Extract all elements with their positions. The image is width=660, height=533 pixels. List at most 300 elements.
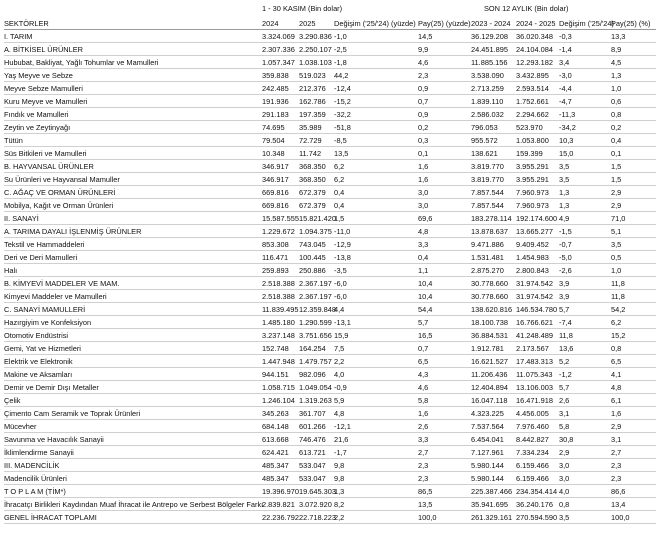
value-cell: 1.049.054 [299, 383, 332, 392]
value-cell: 5,7 [418, 318, 429, 327]
value-cell: -15,2 [334, 97, 351, 106]
value-cell: 519.023 [299, 71, 326, 80]
value-cell: -32,2 [334, 110, 351, 119]
value-cell: 11.075.343 [516, 370, 553, 379]
value-cell: 100.445 [299, 253, 326, 262]
value-cell: 3,0 [418, 201, 429, 210]
row-divider [4, 237, 656, 238]
value-cell: 0,9 [418, 110, 429, 119]
sector-name-cell: B. HAYVANSAL ÜRÜNLER [4, 162, 94, 171]
value-cell: 44,2 [334, 71, 349, 80]
sector-name-cell: Tütün [4, 136, 23, 145]
row-divider [4, 224, 656, 225]
value-cell: 2,3 [418, 474, 429, 483]
value-cell: 2,3 [611, 461, 622, 470]
value-cell: -51,8 [334, 123, 351, 132]
value-cell: 138.621 [471, 149, 498, 158]
value-cell: 3,0 [559, 474, 570, 483]
row-divider [4, 94, 656, 95]
value-cell: 0,8 [611, 110, 622, 119]
value-cell: 270.594.590 [516, 513, 558, 522]
sector-name-cell: Hububat, Bakliyat, Yağlı Tohumlar ve Mamulleri [4, 58, 159, 67]
twelve-month-group-title: SON 12 AYLIK (Bin dolar) [484, 4, 569, 13]
sector-name-cell: İklimlendirme Sanayii [4, 448, 74, 457]
value-cell: 164.254 [299, 344, 326, 353]
value-cell: 2.173.567 [516, 344, 549, 353]
value-cell: 2.800.843 [516, 266, 549, 275]
row-divider [4, 211, 656, 212]
sector-name-cell: Otomotiv Endüstrisi [4, 331, 69, 340]
value-cell: 746.476 [299, 435, 326, 444]
value-cell: -3,0 [559, 71, 572, 80]
value-cell: 10,3 [559, 136, 574, 145]
value-cell: 13,4 [611, 500, 626, 509]
value-cell: 234.354.414 [516, 487, 558, 496]
sector-name-cell: Mücevher [4, 422, 37, 431]
value-cell: 6.454.041 [471, 435, 504, 444]
value-cell: 2.367.197 [299, 292, 332, 301]
row-divider [4, 419, 656, 420]
row-divider [4, 289, 656, 290]
value-cell: 6,2 [611, 318, 622, 327]
value-cell: 36.240.176 [516, 500, 553, 509]
sector-name-cell: Deri ve Deri Mamulleri [4, 253, 78, 262]
row-divider [4, 172, 656, 173]
value-cell: -11,3 [559, 110, 576, 119]
value-cell: 3,5 [559, 175, 570, 184]
value-cell: 3,3 [418, 435, 429, 444]
row-divider [4, 302, 656, 303]
value-cell: -7,4 [559, 318, 572, 327]
value-cell: 2,3 [418, 461, 429, 470]
value-cell: 14,5 [418, 32, 433, 41]
value-cell: 30.778.660 [471, 292, 508, 301]
value-cell: 3,1 [611, 435, 622, 444]
row-divider [4, 250, 656, 251]
row-divider [4, 133, 656, 134]
value-cell: -1,5 [559, 227, 572, 236]
value-cell: 3.237.148 [262, 331, 295, 340]
value-cell: 86,6 [611, 487, 626, 496]
value-cell: -13,8 [334, 253, 351, 262]
value-cell: 1,6 [611, 409, 622, 418]
value-cell: 35.941.695 [471, 500, 508, 509]
value-cell: 1.454.983 [516, 253, 549, 262]
value-cell: 4.323.225 [471, 409, 504, 418]
value-cell: 1.531.481 [471, 253, 504, 262]
value-cell: -8,5 [334, 136, 347, 145]
value-cell: 4,1 [611, 370, 622, 379]
row-divider [4, 510, 656, 511]
value-cell: 346.917 [262, 162, 289, 171]
value-cell: 261.329.161 [471, 513, 513, 522]
value-cell: 6,2 [334, 162, 345, 171]
value-cell: 1.058.715 [262, 383, 295, 392]
row-divider [4, 146, 656, 147]
sector-name-cell: C. AĞAÇ VE ORMAN ÜRÜNLERİ [4, 188, 116, 197]
row-divider [4, 185, 656, 186]
value-cell: 2.307.336 [262, 45, 295, 54]
value-cell: 5,2 [559, 357, 570, 366]
value-cell: 72.729 [299, 136, 322, 145]
value-cell: 0,4 [334, 188, 345, 197]
value-cell: -12,1 [334, 422, 351, 431]
value-cell: 3.432.895 [516, 71, 549, 80]
value-cell: 3,0 [418, 188, 429, 197]
value-cell: 11,8 [611, 279, 625, 288]
value-cell: -13,1 [334, 318, 351, 327]
value-cell: 15,0 [559, 149, 574, 158]
value-cell: 8.442.827 [516, 435, 549, 444]
value-cell: 0,6 [611, 97, 622, 106]
value-cell: 2,9 [611, 188, 622, 197]
value-cell: 2,3 [611, 474, 622, 483]
value-cell: 1.057.347 [262, 58, 295, 67]
value-cell: 31.974.542 [516, 292, 553, 301]
value-cell: 523.970 [516, 123, 543, 132]
value-cell: 11.839.495 [262, 305, 299, 314]
value-cell: 11.885.156 [471, 58, 508, 67]
value-cell: 19.645.303 [299, 487, 336, 496]
value-cell: 30,8 [559, 435, 574, 444]
value-cell: 5.980.144 [471, 474, 504, 483]
value-cell: 54,4 [418, 305, 433, 314]
value-cell: 1.246.104 [262, 396, 295, 405]
column-header-change: Değişim ('25/'24) (yüzde) [334, 19, 416, 28]
value-cell: 533.047 [299, 474, 326, 483]
column-header-2025: 2025 [299, 19, 316, 28]
value-cell: 1,5 [611, 175, 622, 184]
value-cell: 0,2 [418, 123, 429, 132]
value-cell: 624.421 [262, 448, 289, 457]
value-cell: 2,2 [334, 513, 345, 522]
value-cell: 192.174.600 [516, 214, 558, 223]
value-cell: 13,3 [611, 32, 626, 41]
value-cell: 955.572 [471, 136, 498, 145]
row-divider [4, 393, 656, 394]
column-header-2024-2025: 2024 - 2025 [516, 19, 556, 28]
sector-name-cell: Mobilya, Kağıt ve Orman Ürünleri [4, 201, 114, 210]
value-cell: 853.308 [262, 240, 289, 249]
value-cell: 2.839.821 [262, 500, 295, 509]
value-cell: 1,5 [334, 214, 345, 223]
value-cell: 12.293.182 [516, 58, 553, 67]
value-cell: 1,6 [418, 409, 429, 418]
sector-name-cell: Kuru Meyve ve Mamulleri [4, 97, 88, 106]
value-cell: 669.816 [262, 188, 289, 197]
value-cell: -5,0 [559, 253, 572, 262]
sector-name-cell: A. BİTKİSEL ÜRÜNLER [4, 45, 83, 54]
value-cell: -6,0 [334, 279, 347, 288]
value-cell: 1,0 [611, 266, 622, 275]
value-cell: -1,7 [334, 448, 347, 457]
row-divider [4, 380, 656, 381]
row-divider [4, 354, 656, 355]
row-divider [4, 367, 656, 368]
value-cell: 9,9 [418, 45, 429, 54]
value-cell: 86,5 [418, 487, 433, 496]
row-divider [4, 445, 656, 446]
value-cell: 9.409.452 [516, 240, 549, 249]
value-cell: -2,6 [559, 266, 572, 275]
value-cell: 2.518.388 [262, 292, 295, 301]
row-divider [4, 432, 656, 433]
value-cell: 3,9 [559, 292, 570, 301]
value-cell: -1,2 [559, 370, 572, 379]
value-cell: 3,5 [559, 162, 570, 171]
value-cell: 71,0 [611, 214, 626, 223]
value-cell: 16.471.918 [516, 396, 553, 405]
value-cell: 4.456.005 [516, 409, 549, 418]
value-cell: -2,5 [334, 45, 347, 54]
value-cell: 7.537.564 [471, 422, 504, 431]
value-cell: 2.518.388 [262, 279, 295, 288]
value-cell: 152.748 [262, 344, 289, 353]
sector-name-cell: I. TARIM [4, 32, 33, 41]
value-cell: 15,2 [611, 331, 626, 340]
value-cell: 3,9 [559, 279, 570, 288]
value-cell: 0,7 [418, 97, 429, 106]
row-divider [4, 458, 656, 459]
value-cell: 41.248.489 [516, 331, 553, 340]
value-cell: 1.229.672 [262, 227, 295, 236]
value-cell: 13.665.277 [516, 227, 553, 236]
value-cell: 11,8 [611, 292, 625, 301]
value-cell: 16.621.527 [471, 357, 508, 366]
row-divider [4, 341, 656, 342]
value-cell: -0,7 [559, 240, 572, 249]
sector-name-cell: Demir ve Demir Dışı Metaller [4, 383, 99, 392]
value-cell: 1.290.599 [299, 318, 332, 327]
value-cell: 1.479.757 [299, 357, 332, 366]
row-divider [4, 120, 656, 121]
value-cell: 4,3 [418, 370, 429, 379]
sector-name-cell: Meyve Sebze Mamulleri [4, 84, 83, 93]
value-cell: 533.047 [299, 461, 326, 470]
value-cell: 212.376 [299, 84, 326, 93]
value-cell: 9,8 [334, 461, 345, 470]
column-header-change-12m: Değişim ('25/'24) [559, 19, 614, 28]
value-cell: 17.483.313 [516, 357, 553, 366]
value-cell: 3.819.770 [471, 175, 504, 184]
value-cell: 4,0 [334, 370, 345, 379]
value-cell: 5,7 [559, 383, 570, 392]
value-cell: 183.278.114 [471, 214, 512, 223]
value-cell: 7.960.973 [516, 201, 549, 210]
value-cell: 3.072.920 [299, 500, 332, 509]
value-cell: 4,0 [559, 487, 570, 496]
value-cell: -34,2 [559, 123, 576, 132]
value-cell: 669.816 [262, 201, 289, 210]
value-cell: 4,8 [334, 409, 345, 418]
value-cell: 30.778.660 [471, 279, 508, 288]
value-cell: 250.886 [299, 266, 326, 275]
value-cell: 9.471.886 [471, 240, 504, 249]
value-cell: 368.350 [299, 175, 326, 184]
value-cell: 5.980.144 [471, 461, 504, 470]
value-cell: 7,5 [334, 344, 345, 353]
value-cell: 3.538.090 [471, 71, 504, 80]
value-cell: 13,5 [418, 500, 433, 509]
value-cell: 1,0 [611, 84, 622, 93]
value-cell: 2,7 [418, 448, 429, 457]
value-cell: 2,2 [334, 357, 345, 366]
value-cell: 2.586.032 [471, 110, 504, 119]
value-cell: 116.471 [262, 253, 289, 262]
value-cell: 3,1 [559, 409, 570, 418]
value-cell: 12.404.894 [471, 383, 508, 392]
value-cell: 485.347 [262, 474, 289, 483]
value-cell: 1,3 [559, 201, 570, 210]
value-cell: 4,8 [418, 227, 429, 236]
value-cell: 0,3 [418, 136, 429, 145]
value-cell: 2.593.514 [516, 84, 549, 93]
value-cell: 6.159.466 [516, 474, 549, 483]
value-cell: 15,9 [334, 331, 349, 340]
value-cell: -12,4 [334, 84, 351, 93]
sector-name-cell: T O P L A M (TİM*) [4, 487, 66, 496]
sector-name-cell: Kimyevi Maddeler ve Mamulleri [4, 292, 107, 301]
value-cell: 8,9 [611, 45, 622, 54]
column-header-share: Pay(25) (yüzde) [418, 19, 471, 28]
value-cell: 613.721 [299, 448, 326, 457]
value-cell: 3,5 [559, 513, 570, 522]
value-cell: 0,8 [559, 500, 570, 509]
sector-name-cell: Gemi, Yat ve Hizmetleri [4, 344, 81, 353]
value-cell: 7.960.973 [516, 188, 549, 197]
value-cell: 2,6 [559, 396, 570, 405]
sector-name-cell: Madencilik Ürünleri [4, 474, 67, 483]
value-cell: 4,6 [418, 58, 429, 67]
value-cell: 36.884.531 [471, 331, 508, 340]
value-cell: -4,7 [559, 97, 572, 106]
value-cell: -1,4 [559, 45, 572, 54]
value-cell: 6,1 [611, 396, 622, 405]
value-cell: 1.839.110 [471, 97, 504, 106]
value-cell: 7.857.544 [471, 201, 504, 210]
sector-name-cell: Tekstil ve Hammaddeleri [4, 240, 85, 249]
value-cell: 2,6 [418, 422, 429, 431]
sector-column-header: SEKTÖRLER [4, 19, 49, 28]
row-divider [4, 484, 656, 485]
sector-name-cell: Çelik [4, 396, 21, 405]
value-cell: 21,6 [334, 435, 349, 444]
value-cell: 2,3 [418, 71, 429, 80]
column-header-2023-2024: 2023 - 2024 [471, 19, 511, 28]
value-cell: 0,4 [611, 136, 622, 145]
value-cell: 359.838 [262, 71, 289, 80]
sector-name-cell: Yaş Meyve ve Sebze [4, 71, 73, 80]
value-cell: 10,4 [418, 292, 433, 301]
period-group-title: 1 - 30 KASIM (Bin dolar) [262, 4, 343, 13]
value-cell: 6,5 [611, 357, 622, 366]
value-cell: 0,5 [611, 253, 622, 262]
row-divider [4, 42, 656, 43]
value-cell: 19.396.970 [262, 487, 299, 496]
value-cell: 16.766.621 [516, 318, 553, 327]
sector-name-cell: Savunma ve Havacılık Sanayii [4, 435, 104, 444]
value-cell: 22.718.223 [299, 513, 336, 522]
value-cell: 7.976.460 [516, 422, 549, 431]
sector-name-cell: Süs Bitkileri ve Mamulleri [4, 149, 87, 158]
value-cell: 5,1 [611, 227, 622, 236]
value-cell: 1,6 [418, 175, 429, 184]
value-cell: 2.367.197 [299, 279, 332, 288]
value-cell: 12.359.848 [299, 305, 336, 314]
value-cell: 16.047.118 [471, 396, 508, 405]
value-cell: 16,5 [418, 331, 433, 340]
value-cell: 4,6 [418, 383, 429, 392]
value-cell: 18.100.738 [471, 318, 508, 327]
sector-name-cell: Su Ürünleri ve Hayvansal Mamuller [4, 175, 120, 184]
sector-name-cell: Zeytin ve Zeytinyağı [4, 123, 71, 132]
row-divider [4, 55, 656, 56]
value-cell: 1,5 [611, 162, 622, 171]
value-cell: 5,8 [559, 422, 570, 431]
value-cell: 13,5 [334, 149, 349, 158]
value-cell: 3.955.291 [516, 175, 549, 184]
value-cell: 1,3 [334, 487, 345, 496]
row-divider [4, 523, 656, 524]
value-cell: -0,9 [334, 383, 347, 392]
value-cell: 2.875.270 [471, 266, 504, 275]
header-separator [4, 29, 656, 30]
value-cell: 944.151 [262, 370, 289, 379]
value-cell: 4,5 [611, 58, 622, 67]
value-cell: 242.485 [262, 84, 289, 93]
value-cell: -3,5 [334, 266, 347, 275]
value-cell: -12,9 [334, 240, 351, 249]
sector-name-cell: B. KİMYEVİ MADDELER VE MAM. [4, 279, 120, 288]
column-header-share-12m: Pay(25) (%) [611, 19, 651, 28]
sector-name-cell: C. SANAYİ MAMULLERİ [4, 305, 86, 314]
value-cell: 1,3 [611, 71, 622, 80]
sector-name-cell: II. SANAYİ [4, 214, 39, 223]
value-cell: 6.159.466 [516, 461, 549, 470]
value-cell: -1,8 [334, 58, 347, 67]
value-cell: 1.912.781 [471, 344, 504, 353]
value-cell: 13,6 [559, 344, 574, 353]
value-cell: 24.104.084 [516, 45, 553, 54]
value-cell: 1,6 [418, 162, 429, 171]
value-cell: 2,9 [559, 448, 570, 457]
value-cell: 197.359 [299, 110, 326, 119]
value-cell: 743.045 [299, 240, 326, 249]
value-cell: 6,5 [418, 357, 429, 366]
value-cell: 15.587.555 [262, 214, 299, 223]
value-cell: 0,1 [418, 149, 429, 158]
value-cell: 36.020.348 [516, 32, 553, 41]
value-cell: 146.534.780 [516, 305, 558, 314]
value-cell: 2,9 [611, 422, 622, 431]
sector-name-cell: Hazırgiyim ve Konfeksiyon [4, 318, 92, 327]
row-divider [4, 159, 656, 160]
column-header-2024: 2024 [262, 19, 279, 28]
value-cell: 0,2 [611, 123, 622, 132]
value-cell: 2.713.259 [471, 84, 504, 93]
value-cell: -1,0 [334, 32, 347, 41]
value-cell: 100,0 [611, 513, 630, 522]
value-cell: 24.451.895 [471, 45, 508, 54]
value-cell: 31.974.542 [516, 279, 553, 288]
value-cell: 4,4 [334, 305, 345, 314]
value-cell: 9,8 [334, 474, 345, 483]
value-cell: 1,1 [418, 266, 429, 275]
value-cell: 11.206.436 [471, 370, 508, 379]
value-cell: 0,8 [611, 344, 622, 353]
value-cell: 36.129.208 [471, 32, 508, 41]
value-cell: 1,3 [559, 188, 570, 197]
